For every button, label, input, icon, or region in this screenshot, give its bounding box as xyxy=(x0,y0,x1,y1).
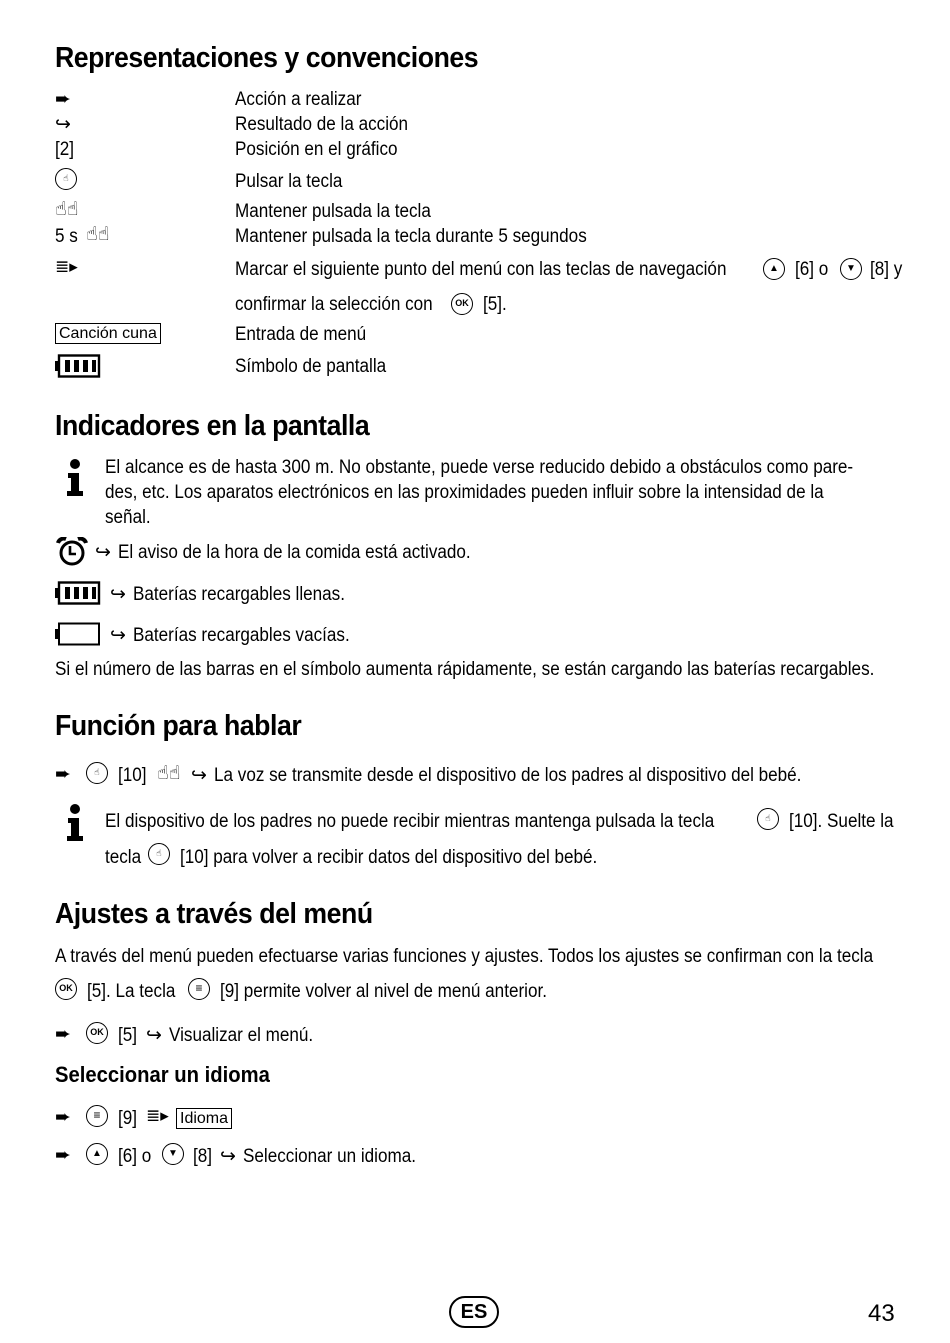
lang-step2-down-key-icon: ▼ xyxy=(162,1143,184,1165)
lang-step1-ref: [9] xyxy=(118,1108,138,1129)
alarm-clock-icon xyxy=(55,537,89,567)
menu-step-action-icon: ➨ xyxy=(55,1024,71,1045)
talk-key-ref: [10] xyxy=(118,765,147,786)
hold5-prefix: 5 s xyxy=(55,226,78,247)
menu-step-result-icon: ↪ xyxy=(146,1025,162,1046)
info-icon xyxy=(62,458,88,498)
talk-info-line2a: tecla xyxy=(105,847,142,868)
lang-step1-menu-key-icon: ≡ xyxy=(86,1105,108,1127)
battery-full-icon-2 xyxy=(55,581,101,605)
alarm-result-icon: ↪ xyxy=(95,542,111,563)
talk-info-line1a: El dispositivo de los padres no puede recibir mientras mantenga pulsada la tecla xyxy=(105,811,715,832)
nav-text-2b: [5]. xyxy=(483,294,507,315)
menu-navigate-icon: ≣▸ xyxy=(55,257,78,276)
lang-step2-result-icon: ↪ xyxy=(220,1146,236,1167)
menu-back-key-icon: ≡ xyxy=(188,978,210,1000)
talk-title: Función para hablar xyxy=(55,710,302,742)
hold5-key-icon: ☝☝ xyxy=(86,224,110,245)
talk-info-key-icon: ☝ xyxy=(757,808,779,830)
bat-full-result-icon: ↪ xyxy=(110,584,126,605)
range-info-line3: señal. xyxy=(105,507,151,528)
nav-text-1b: [6] o xyxy=(795,259,829,280)
nav-text-1a: Marcar el siguiente punto del menú con las teclas de navegación xyxy=(235,259,727,280)
menu-intro-line2b: [9] permite volver al nivel de menú anterior. xyxy=(220,981,547,1002)
menu-intro-ok-icon: OK xyxy=(55,978,77,1000)
position-symbol: [2] xyxy=(55,139,75,160)
language-title: Seleccionar un idioma xyxy=(55,1062,270,1087)
nav-text-2a: confirmar la selección con xyxy=(235,294,433,315)
battery-empty-icon xyxy=(55,622,101,646)
hold-text: Mantener pulsada la tecla xyxy=(235,201,431,222)
conventions-title: Representaciones y convenciones xyxy=(55,42,479,74)
bat-empty-result-icon: ↪ xyxy=(110,625,126,646)
lang-step2-action-icon: ➨ xyxy=(55,1145,71,1166)
range-info-line1: El alcance es de hasta 300 m. No obstante, puede verse reducido debido a obstáculos como pare- xyxy=(105,457,854,478)
talk-result-icon: ↪ xyxy=(191,765,207,786)
menu-entry-box: Canción cuna xyxy=(55,323,161,344)
alarm-text: El aviso de la hora de la comida está activado. xyxy=(118,542,471,563)
lang-step2-ref1: [6] o xyxy=(118,1146,152,1167)
lang-step1-navigate-icon: ≣▸ xyxy=(146,1106,169,1125)
lang-step1-action-icon: ➨ xyxy=(55,1107,71,1128)
menu-step-ref: [5] xyxy=(118,1025,138,1046)
talk-result-text: La voz se transmite desde el dispositivo de los padres al dispositivo del bebé. xyxy=(214,765,802,786)
page-number: 43 xyxy=(868,1300,895,1327)
result-text: Resultado de la acción xyxy=(235,114,409,135)
talk-info-line1b: [10]. Suelte la xyxy=(789,811,894,832)
menu-step-ok-icon: OK xyxy=(86,1022,108,1044)
screen-symbol-text: Símbolo de pantalla xyxy=(235,356,387,377)
display-title: Indicadores en la pantalla xyxy=(55,410,370,442)
lang-step2-result: Seleccionar un idioma. xyxy=(243,1146,416,1167)
result-arrow-icon: ↪ xyxy=(55,114,71,135)
menu-title: Ajustes a través del menú xyxy=(55,898,373,930)
up-key-icon: ▲ xyxy=(763,258,785,280)
battery-full-icon xyxy=(55,354,101,378)
talk-hold-icon: ☝☝ xyxy=(157,763,181,784)
menu-step-result: Visualizar el menú. xyxy=(169,1025,314,1046)
talk-action-icon: ➨ xyxy=(55,764,71,785)
language-badge: ES xyxy=(449,1296,499,1328)
menu-intro-line1: A través del menú pueden efectuarse varias funciones y ajustes. Todos los ajustes se confirman con la tecla xyxy=(55,946,874,967)
bat-empty-text: Baterías recargables vacías. xyxy=(133,625,350,646)
hold-key-icon: ☝☝ xyxy=(55,199,79,220)
action-arrow-icon: ➨ xyxy=(55,89,71,110)
press-text: Pulsar la tecla xyxy=(235,171,343,192)
talk-info-line2b: [10] para volver a recibir datos del dispositivo del bebé. xyxy=(180,847,598,868)
menu-intro-line2a: [5]. La tecla xyxy=(87,981,176,1002)
range-info-line2: des, etc. Los aparatos electrónicos en las proximidades pueden influir sobre la intensidad de la xyxy=(105,482,824,503)
lang-step2-up-key-icon: ▲ xyxy=(86,1143,108,1165)
lang-step2-ref2: [8] xyxy=(193,1146,213,1167)
hold5-text: Mantener pulsada la tecla durante 5 segundos xyxy=(235,226,587,247)
talk-info-key-icon-2: ☝ xyxy=(148,843,170,865)
down-key-icon: ▼ xyxy=(840,258,862,280)
talk-key-icon: ☝ xyxy=(86,762,108,784)
ok-key-icon: OK xyxy=(451,293,473,315)
language-menu-box: Idioma xyxy=(176,1108,232,1129)
menu-entry-text: Entrada de menú xyxy=(235,324,367,345)
position-text: Posición en el gráfico xyxy=(235,139,398,160)
press-key-icon: ☝ xyxy=(55,168,77,190)
action-text: Acción a realizar xyxy=(235,89,362,110)
nav-text-1c: [8] y xyxy=(870,259,903,280)
charging-text: Si el número de las barras en el símbolo aumenta rápidamente, se están cargando las baterías recargables. xyxy=(55,659,875,680)
bat-full-text: Baterías recargables llenas. xyxy=(133,584,345,605)
talk-info-icon xyxy=(62,803,88,843)
